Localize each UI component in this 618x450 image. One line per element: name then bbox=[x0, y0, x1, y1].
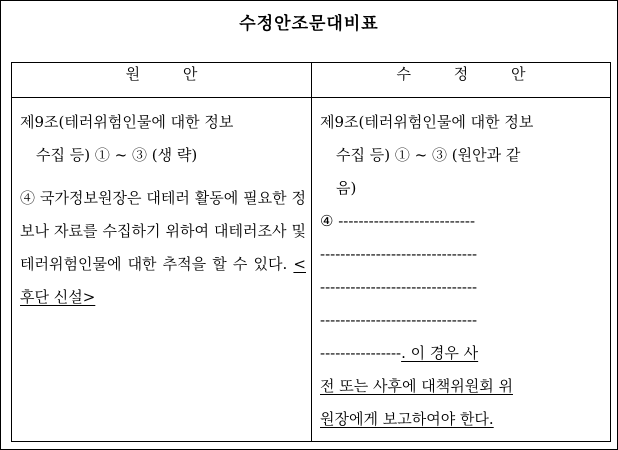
revised-dash-line2: ------------------------------- bbox=[320, 245, 478, 263]
original-paragraph-4-note: <후단 신설> bbox=[20, 255, 306, 306]
original-cell bbox=[12, 98, 312, 442]
revised-amendment-1: . 이 경우 사 bbox=[401, 344, 479, 362]
header-original: 원 안 bbox=[12, 63, 312, 98]
revised-paragraph-4 bbox=[320, 205, 605, 436]
revised-article-line1: 제9조(테러위험인물에 대한 정보 bbox=[320, 113, 534, 131]
revised-paragraph-4-num: ④ bbox=[320, 212, 339, 230]
comparison-table bbox=[11, 62, 611, 442]
revised-article-line3: 음) bbox=[336, 179, 357, 197]
revised-dash-line5: ---------------- bbox=[320, 344, 402, 362]
content-row bbox=[12, 98, 611, 442]
header-revised: 수 정 안 bbox=[312, 63, 611, 98]
revised-amendment-3: 원장에게 보고하여야 한다. bbox=[320, 410, 494, 428]
original-paragraph-4 bbox=[20, 182, 306, 314]
original-article-line2: 수집 등) ① ~ ③ (생 략) bbox=[36, 146, 198, 164]
revised-dash-line4: ------------------------------- bbox=[320, 311, 478, 329]
document-title: 수정안조문대비표 bbox=[239, 14, 379, 34]
revised-amendment-2: 전 또는 사후에 대책위원회 위 bbox=[320, 377, 513, 395]
revised-dash-line1: --------------------------- bbox=[338, 212, 476, 230]
revised-article-line2: 수집 등) ① ~ ③ (원안과 같 bbox=[336, 146, 521, 164]
revised-cell bbox=[312, 98, 611, 442]
original-article-line1: 제9조(테러위험인물에 대한 정보 bbox=[20, 113, 234, 131]
original-paragraph-4-text: ④ 국가정보원장은 대테러 활동에 필요한 정보나 자료를 수집하기 위하여 대테러조사 및 테러위험인물에 대한 추적을 할 수 있다. bbox=[20, 189, 306, 273]
header-row bbox=[12, 63, 611, 98]
revised-dash-line3: ------------------------------- bbox=[320, 278, 478, 296]
